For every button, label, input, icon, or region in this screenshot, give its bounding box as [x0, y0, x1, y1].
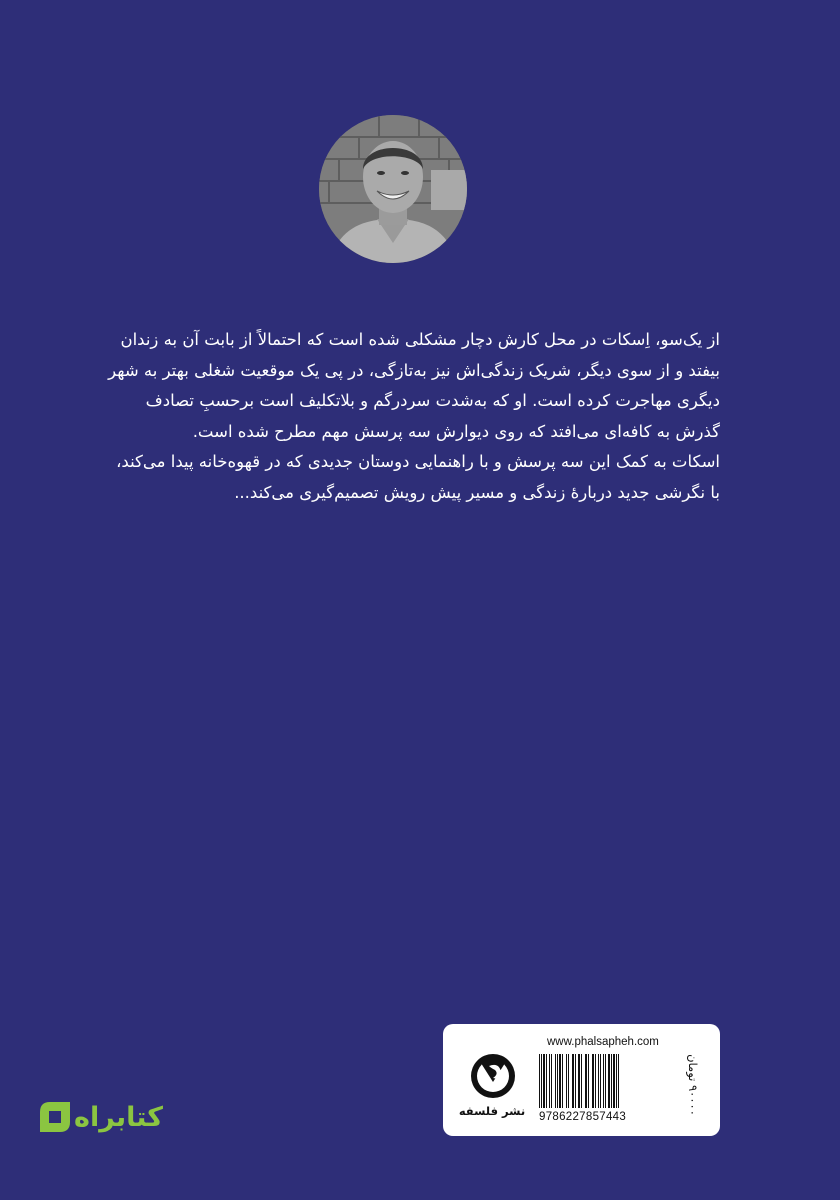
- barcode-bar: [613, 1054, 615, 1108]
- barcode-bar: [546, 1054, 547, 1108]
- barcode-bar: [578, 1054, 580, 1108]
- barcode-bar: [557, 1054, 558, 1108]
- barcode-bar: [568, 1054, 569, 1108]
- ketabrah-logo: [36, 1098, 169, 1136]
- barcode-bar: [539, 1054, 540, 1108]
- ketabrah-leaf-icon: [36, 1098, 74, 1136]
- barcode-bar: [592, 1054, 594, 1108]
- barcode-bar: [611, 1054, 612, 1108]
- barcode-bar: [585, 1054, 587, 1108]
- blurb-line: با نگرشی جدید دربارهٔ زندگی و مسیر پیش رویش تصمیم‌گیری می‌کند...: [234, 482, 720, 502]
- barcode-bar: [543, 1054, 545, 1108]
- price-text: ۹۰۰۰۰ تومان: [686, 1054, 701, 1116]
- barcode-bar: [572, 1054, 574, 1108]
- barcode-bar: [595, 1054, 596, 1108]
- publisher-website: www.phalsapheh.com: [547, 1036, 659, 1048]
- barcode-bar: [608, 1054, 610, 1108]
- isbn-number: 9786227857443: [539, 1111, 627, 1123]
- barcode-bar: [549, 1054, 550, 1108]
- blurb-line: دیگری مهاجرت کرده است. او که به‌شدت سردرگم و بلاتکلیف است برحسبِ تصادف: [145, 391, 720, 410]
- barcode-bar: [551, 1054, 552, 1108]
- barcode-bar: [588, 1054, 589, 1108]
- blurb-line: گذرش به کافه‌ای می‌افتد که روی دیوارش سه پرسش مهم مطرح شده است.: [192, 421, 720, 441]
- price-label: [669, 1044, 717, 1126]
- barcode: [537, 1054, 665, 1108]
- barcode-bar: [600, 1054, 601, 1108]
- blurb-line: از یک‌سو، اِسکات در محل کارش دچار مشکلی شده است که احتمالاً از بابت آن به زندان: [120, 330, 720, 349]
- barcode-bar: [605, 1054, 606, 1108]
- blurb-line: بیفتد و از سوی دیگر، شریک زندگی‌اش نیز به‌تازگی، در پی یک موقعیت شغلی بهتر به شهر: [108, 360, 720, 380]
- barcode-bar: [618, 1054, 619, 1108]
- ketabrah-logo-text: کتابراه: [74, 1101, 163, 1133]
- barcode-bar: [575, 1054, 576, 1108]
- barcode-bar: [541, 1054, 542, 1108]
- barcode-bar: [566, 1054, 567, 1108]
- author-photo: [319, 115, 467, 263]
- publisher-logo-icon: [469, 1052, 517, 1104]
- book-blurb: [100, 325, 720, 508]
- barcode-bar: [559, 1054, 561, 1108]
- publisher-name: نشر فلسفه: [458, 1104, 526, 1118]
- barcode-bar: [562, 1054, 563, 1108]
- blurb-line: اسکات به کمک این سه پرسش و با راهنمایی دوستان جدیدی که در قهوه‌خانه پیدا می‌کند،: [116, 452, 720, 471]
- barcode-panel: [443, 1024, 720, 1136]
- barcode-bar: [603, 1054, 604, 1108]
- barcode-bar: [555, 1054, 556, 1108]
- barcode-bar: [598, 1054, 599, 1108]
- barcode-bar: [581, 1054, 582, 1108]
- barcode-bar: [616, 1054, 617, 1108]
